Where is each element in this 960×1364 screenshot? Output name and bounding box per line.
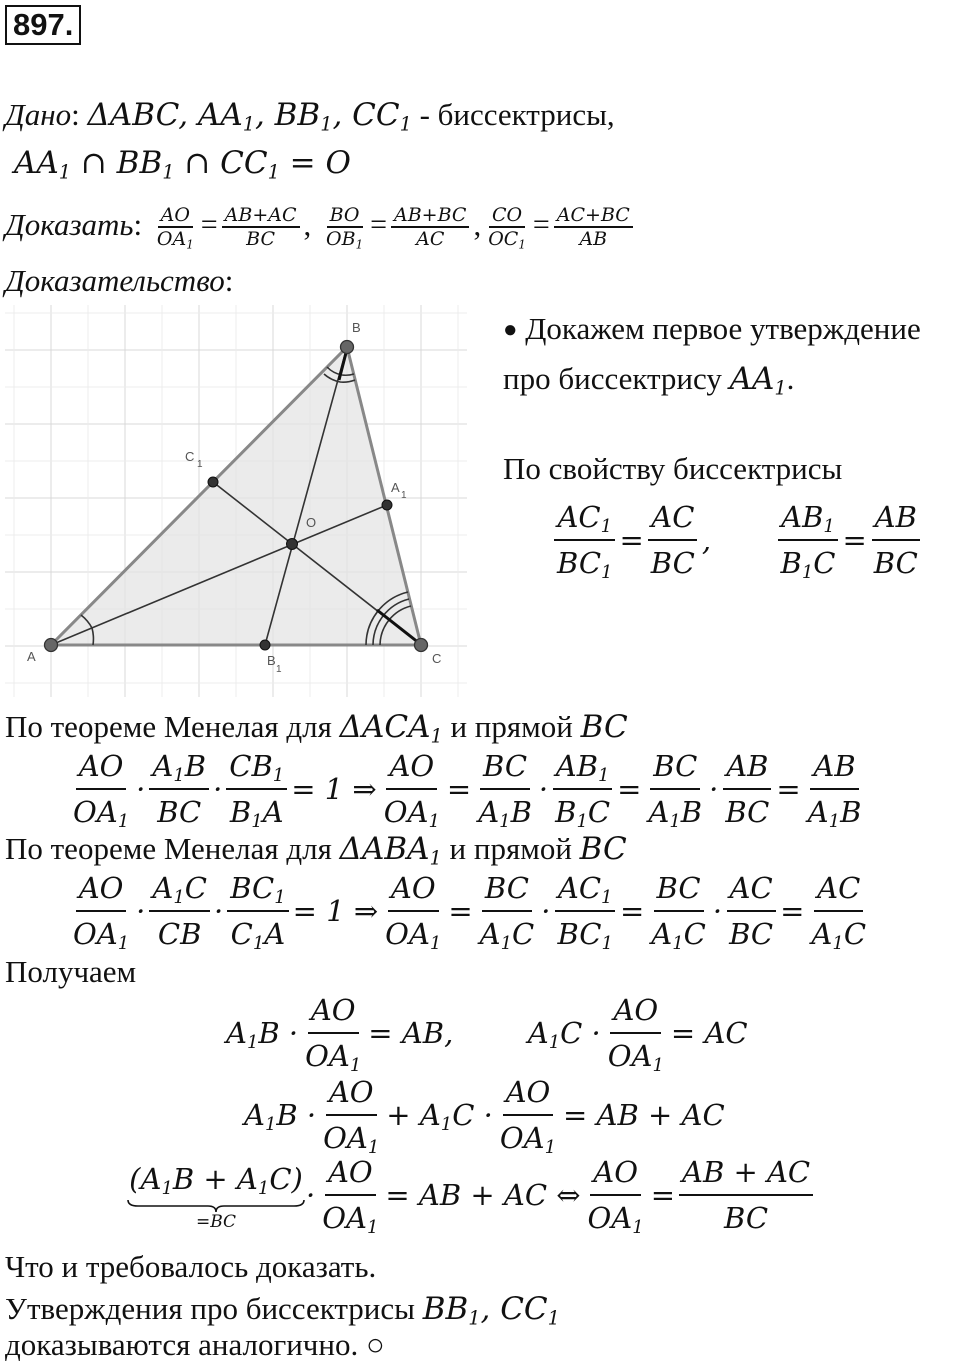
result-line-1: $A_1B$ · $\frac{AO}{OA_1}$ = AB, $A_1C$ · $\frac{AO}{OA_1}$ = AC [226,988,748,1078]
prove-formula-2: $\frac{BO}{OB_1}$ [326,204,364,252]
menelaus-1-text: По теореме Менелая для $\Delta ACA_1$ и прямой BC [5,709,628,748]
triangle-figure [5,305,467,697]
underbrace-icon [126,1199,306,1213]
given-label: Дано [5,97,72,132]
prove-formula-3: $\frac{CO}{OC_1}$ [488,204,526,252]
prove-line: Доказать: $\frac{AO}{OA_1}$ = $\frac{AB+AC}{BC}$ , $\frac{BO}{OB_1}$ = $\frac{AB+BC}{AC}$ , $\frac{CO}{OC_1}$ = $\frac{AC+BC}{AB}$ [5,196,637,252]
label-b1: B [267,653,276,668]
first-claim: ● Докажем первое утверждение [503,311,921,346]
menelaus-1-formula: $\frac{AO}{OA_1}$ · $\frac{A_1B}{BC}$ · $\frac{CB_1}{B_1A}$ = 1 ⇒ $\frac{AO}{OA_1}$ = $\frac{BC}{A_1B}$ · $\frac{AB_1}{B_1C}$ = $\frac{BC}{A_1B}$ · $\frac{AB}{BC}$ = $\frac{AB}{A_1B}$ [66,744,868,834]
bisector-property: По свойству биссектрисы [503,451,843,486]
label-a1: A [391,480,400,495]
label-o: O [306,515,317,530]
label-b: B [352,320,361,335]
menelaus-2-text: По теореме Менелая для $\Delta ABA_1$ и прямой BC [5,831,627,870]
svg-text:1: 1 [401,490,407,501]
prove-label: Доказать [5,206,134,242]
label-a: A [27,649,36,664]
problem-number: 897. [5,5,81,45]
given-intersection: $AA_1$ ∩ $BB_1$ ∩ $CC_1 = O$ [14,145,351,184]
bisector-ratios: $\frac{AC_1}{BC_1}$ = $\frac{AC}{BC}$ , $\frac{AB_1}{B_1C}$ = $\frac{AB}{BC}$ [550,495,925,585]
result-line-2: $A_1B$ · $\frac{AO}{OA_1}$ + $A_1C$ · $\frac{AO}{OA_1}$ = AB + AC [244,1070,725,1160]
similar-line-2: доказываются аналогично. ○ [5,1327,385,1362]
svg-text:1: 1 [197,459,203,470]
label-c1: C [185,449,195,464]
get-label: Получаем [5,954,137,989]
prove-formula-1: $\frac{AO}{OA_1}$ [156,204,194,252]
proof-label: Доказательство: [5,263,234,298]
qed-text: Что и требовалось доказать. [5,1249,377,1284]
about-bisector: про биссектрису $AA_1$. [503,361,795,400]
given-bisectors: ΔABC, $AA_1$, $BB_1$, $CC_1$ [87,97,412,136]
given-line-1: Дано: ΔABC, $AA_1$, $BB_1$, $CC_1$ - биссектрисы, [5,97,615,136]
given-tail: - биссектрисы, [411,97,615,132]
underbrace-group: $(A_1B + A_1C)$ =BC [126,1159,306,1231]
triangle-diagram [5,305,467,697]
menelaus-2-formula: $\frac{AO}{OA_1}$ · $\frac{A_1C}{CB}$ · $\frac{BC_1}{C_1A}$ = 1 ⇒ $\frac{AO}{OA_1}$ = $\frac{BC}{A_1C}$ · $\frac{AC_1}{BC_1}$ = $\frac{BC}{A_1C}$ · $\frac{AC}{BC}$ = $\frac{AC}{A_1C}$ [66,866,873,956]
similar-line-1: Утверждения про биссектрисы $BB_1$, $CC_1$ [5,1291,560,1330]
svg-text:1: 1 [276,664,282,675]
label-c: C [432,651,442,666]
result-line-3: $(A_1B + A_1C)$ =BC · $\frac{AO}{OA_1}$ = AB + AC ⇔ $\frac{AO}{OA_1}$ = $\frac{AB + AC}{BC}$ [126,1150,817,1240]
